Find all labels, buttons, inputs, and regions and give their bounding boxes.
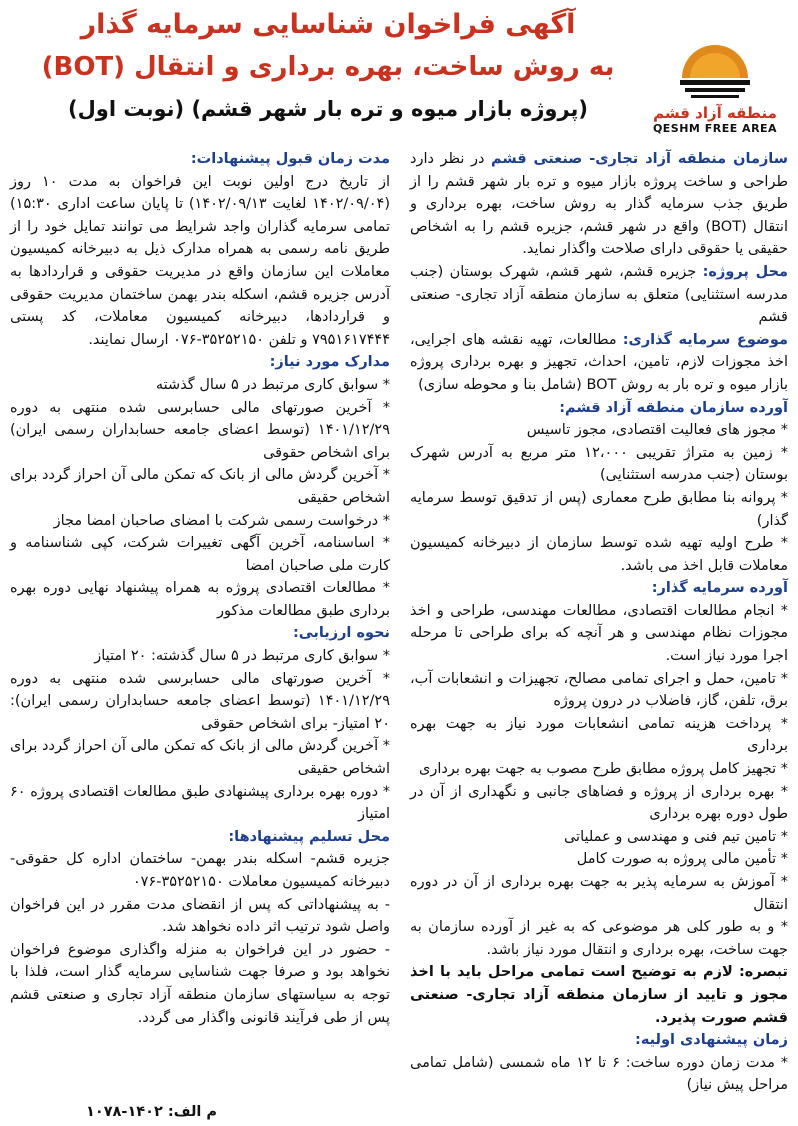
list-item: * تجهیز کامل پروژه مطابق طرح مصوب به جهت بهره برداری [419,761,788,778]
note-not-assignment: - حضور در این فراخوان به منزله واگذاری موضوع فراخوان نخواهد بود و صرفا جهت شناسایی سرمایه گذار است، فلذا با توجه به سیاستهای سازمان منطقه آزاد تجاری و صنعتی قشم پس از طی فرآیند قانونی واگذار می گردد. [10,941,390,1026]
evaluation-heading: نحوه ارزیابی: [292,625,390,642]
list-item: * آخرین صورتهای مالی حسابرسی شده منتهی به دوره ۱۴۰۱/۱۲/۲۹ (توسط اعضای جامعه حسابداران رسمی ایران) برای اشخاص حقوقی [10,399,390,461]
list-item: * دوره بهره برداری پیشنهادی طبق مطالعات اقتصادی پروژه ۶۰ امتیاز [10,783,390,823]
list-item: * آموزش به سرمایه پذیر به جهت بهره برداری از آن در دوره انتقال [410,874,788,913]
list-item: * سوابق کاری مرتبط در ۵ سال گذشته: ۲۰ امتیاز [94,648,390,665]
left-column [10,148,390,1029]
list-item: * تامین تیم فنی و مهندسی و عملیاتی [563,828,788,845]
qeshm-free-area-logo [640,40,790,150]
sun-sea-emblem-icon [676,40,754,102]
list-item: * آخرین گردش مالی از بانک که تمکن مالی آن احراز گردد برای اشخاص حقیقی [10,467,390,506]
title-line-1: آگهی فراخوان شناسایی سرمایه گذار [80,9,576,40]
intro-org-name: سازمان منطقه آزاد تجاری- صنعتی قشم [490,151,788,167]
title-line-2: به روش ساخت، بهره برداری و انتقال (BOT) [41,52,615,82]
logo-english-text: QESHM FREE AREA [652,122,778,135]
subject-label: موضوع سرمایه گذاری: [622,331,788,348]
required-documents-heading: مدارک مورد نیاز: [269,354,390,371]
list-item: * آخرین گردش مالی از بانک که تمکن مالی آن احراز گردد برای اشخاص حقیقی [10,738,390,778]
location-label: محل پروژه: [702,263,788,280]
delivery-text: جزیره قشم- اسکله بندر بهمن- ساختمان اداره کل حقوقی- دبیرخانه کمیسیون معاملات ۳۵۲۵۲۱۵۰-۰۷۶ [10,851,390,890]
delivery-heading: محل تسلیم پیشنهادها: [228,828,390,845]
timeline-heading: زمان پیشنهادی اولیه: [635,1032,788,1049]
list-item: * و به طور کلی هر موضوعی که به غیر از آورده سازمان به جهت ساخت، بهره برداری و انتقال مورد نیاز باشد. [410,919,788,958]
header [0,0,798,140]
location-paragraph [410,261,788,329]
timeline-text: * مدت زمان دوره ساخت: ۶ تا ۱۲ ماه شمسی (شامل تمامی مراحل پیش نیاز) [410,1054,789,1094]
org-contribution-heading: آورده سازمان منطقه آزاد قشم: [559,399,788,416]
list-item: * پروانه بنا مطابق طرح معماری (پس از تدقیق توسط سرمایه گذار) [410,489,788,529]
reference-number: م الف: ۱۴۰۲-۱۰۷۸ [86,1104,218,1120]
list-item: * درخواست رسمی شرکت با امضای صاحبان امضا مجاز [53,512,390,529]
subject-paragraph [410,329,788,397]
list-item: * آخرین صورتهای مالی حسابرسی شده منتهی به دوره ۱۴۰۱/۱۲/۲۹ (توسط اعضای جامعه حسابداران رسمی ایران): ۲۰ امتیاز- برای اشخاص حقوقی [10,670,390,732]
list-item: * تامین، حمل و اجرای تمامی مصالح، تجهیزات و انشعابات آب، برق، تلفن، گاز، فاضلاب در درون پروژه [410,670,788,710]
note-late-proposals: - به پیشنهاداتی که پس از انقضای مدت مقرر در این فراخوان واصل شود ترتیب اثر داده نخواهد شد. [10,896,390,936]
intro-paragraph [410,148,788,261]
intro-text: در نظر دارد طراحی و ساخت پروژه بازار میوه و تره بار شهر قشم را از طریق جذب سرمایه گذار به روش ساخت، بهره برداری و انتقال (BOT) واقع در شهر قشم، جزیره قشم را به اشخاص حقیقی یا حقوقی دارای صلاحت واگذار نماید. [410,151,789,258]
investor-contribution-heading: آورده سرمایه گذار: [651,580,788,597]
right-column [410,148,788,1097]
list-item: * انجام مطالعات اقتصادی، مطالعات مهندسی، طراحی و اخذ مجوزات نظام مهندسی و هر آنچه که برای طراحی تا مرحله اجرا مورد نیاز است. [410,602,788,665]
acceptance-text: از تاریخ درج اولین نوبت این فراخوان به مدت ۱۰ روز (۱۴۰۲/۰۹/۰۴ لغایت ۱۴۰۲/۰۹/۱۳) تا پایان ساعت اداری ۱۵:۳۰) تمامی سرمایه گذاران واجد شرایط می توانند تمایل خود را از طریق نامه رسمی به همراه مدارک ذیل به دبیرخانه کمیسیون معاملات این سازمان واقع در مدیریت حقوقی و قراردادها به آدرس جزیره قشم، اسکله بندر بهمن ساختمان مدیریت حقوقی و قراردادها، دبیرخانه کمیسیون معاملات، کد پستی ۷۹۵۱۶۱۷۴۴۴ و تلفن ۳۵۲۵۲۱۵۰-۰۷۶ ارسال نمایند. [10,173,390,348]
list-item: * مجوز های فعالیت اقتصادی، مجوز تاسیس [526,422,788,439]
list-item: * پرداخت هزینه تمامی انشعابات مورد نیاز به جهت بهره برداری [410,715,788,755]
acceptance-heading: مدت زمان قبول پیشنهادات: [190,151,390,167]
title-line-3: (پروژه بازار میوه و تره بار شهر قشم) (نوبت اول) [67,97,589,121]
list-item: * تأمین مالی پروژه به صورت کامل [576,851,788,868]
list-item: * اساسنامه، آخرین آگهی تغییرات شرکت، کپی شناسنامه و کارت ملی صاحبان امضا [10,535,390,574]
list-item: * مطالعات اقتصادی پروژه به همراه پیشنهاد نهایی دوره بهره برداری طبق مطالعات مذکور [10,580,390,619]
title-block [18,4,638,128]
note-paragraph: تبصره: لازم به توضیح است تمامی مراحل باید با اخذ مجوز و تایید از سازمان منطقه آزاد تجاری- صنعتی قشم صورت پذیرد. [410,964,788,1026]
location-text: جزیره قشم، شهر قشم، شهرک بوستان (جنب مدرسه استثنایی) متعلق به سازمان منطقه آزاد تجاری- صنعتی قشم [410,263,788,326]
list-item: * سوابق کاری مرتبط در ۵ سال گذشته [155,376,390,393]
subject-text: مطالعات، تهیه نقشه های اجرایی، اخذ مجوزات لازم، تامین، احداث، تجهیز و بهره برداری پروژه بازار میوه و تره بار به روش BOT (شامل بنا و محوطه سازی) [410,331,788,393]
logo-persian-text: منطقه آزاد قشم [653,104,777,122]
list-item: * طرح اولیه تهیه شده توسط سازمان از دبیرخانه کمیسیون معاملات قابل اخذ می باشد. [410,535,788,574]
list-item: * بهره برداری از پروژه و فضاهای جانبی و نگهداری از آن در طول دوره بهره برداری [410,783,788,823]
list-item: * زمین به متراژ تقریبی ۱۲،۰۰۰ متر مربع به آدرس شهرک بوستان (جنب مدرسه استثنایی) [410,444,788,484]
